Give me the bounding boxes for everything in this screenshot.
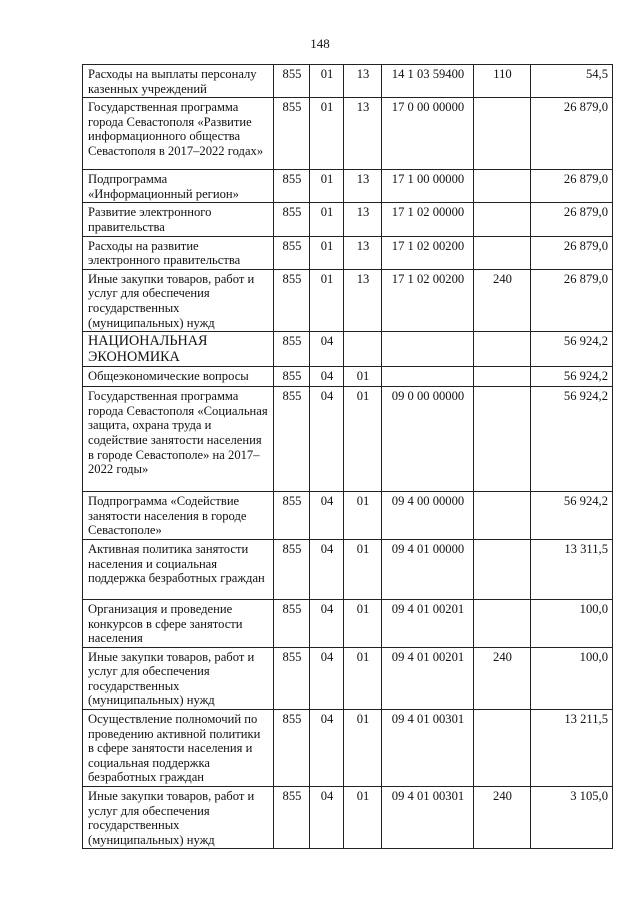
row-name: Осуществление полномочий по проведению активной политики в сфере занятости населения и социальная поддержка безработных граждан bbox=[83, 710, 274, 787]
section-code: 04 bbox=[310, 332, 344, 367]
expense-type-code bbox=[474, 170, 531, 203]
row-name: Расходы на выплаты персоналу казенных учреждений bbox=[83, 65, 274, 98]
subsection-code bbox=[344, 332, 382, 367]
section-code: 04 bbox=[310, 647, 344, 709]
expense-type-code bbox=[474, 236, 531, 269]
department-code: 855 bbox=[274, 332, 310, 367]
row-name: Организация и проведение конкурсов в сфере занятости населения bbox=[83, 599, 274, 647]
row-name: Иные закупки товаров, работ и услуг для обеспечения государственных (муниципальных) нужд bbox=[83, 787, 274, 849]
expense-type-code bbox=[474, 203, 531, 236]
target-article-code: 09 4 01 00301 bbox=[382, 710, 474, 787]
subsection-code: 01 bbox=[344, 599, 382, 647]
expense-type-code bbox=[474, 539, 531, 599]
target-article-code: 09 4 01 00201 bbox=[382, 647, 474, 709]
target-article-code: 17 0 00 00000 bbox=[382, 98, 474, 170]
expense-type-code bbox=[474, 599, 531, 647]
table-row bbox=[83, 170, 613, 203]
section-code: 01 bbox=[310, 236, 344, 269]
target-article-code: 09 4 01 00000 bbox=[382, 539, 474, 599]
expense-type-code: 240 bbox=[474, 647, 531, 709]
amount: 26 879,0 bbox=[531, 269, 613, 331]
row-name: Развитие электронного правительства bbox=[83, 203, 274, 236]
row-name: Расходы на развитие электронного правительства bbox=[83, 236, 274, 269]
department-code: 855 bbox=[274, 539, 310, 599]
department-code: 855 bbox=[274, 492, 310, 540]
table-row bbox=[83, 203, 613, 236]
department-code: 855 bbox=[274, 387, 310, 492]
section-code: 04 bbox=[310, 599, 344, 647]
amount: 26 879,0 bbox=[531, 98, 613, 170]
page-number: 148 bbox=[310, 36, 330, 51]
subsection-code: 01 bbox=[344, 387, 382, 492]
section-code: 01 bbox=[310, 170, 344, 203]
subsection-code: 13 bbox=[344, 203, 382, 236]
target-article-code: 09 4 00 00000 bbox=[382, 492, 474, 540]
amount: 13 311,5 bbox=[531, 539, 613, 599]
table-row bbox=[83, 65, 613, 98]
row-name: Подпрограмма «Информационный регион» bbox=[83, 170, 274, 203]
subsection-code: 13 bbox=[344, 65, 382, 98]
subsection-code: 01 bbox=[344, 492, 382, 540]
subsection-code: 01 bbox=[344, 787, 382, 849]
amount: 56 924,2 bbox=[531, 387, 613, 492]
target-article-code: 17 1 00 00000 bbox=[382, 170, 474, 203]
table-row bbox=[83, 787, 613, 849]
subsection-code: 01 bbox=[344, 367, 382, 387]
section-code: 01 bbox=[310, 65, 344, 98]
table-row bbox=[83, 269, 613, 331]
department-code: 855 bbox=[274, 170, 310, 203]
section-code: 04 bbox=[310, 787, 344, 849]
amount: 100,0 bbox=[531, 647, 613, 709]
row-name: Общеэкономические вопросы bbox=[83, 367, 274, 387]
subsection-code: 13 bbox=[344, 170, 382, 203]
section-code: 01 bbox=[310, 269, 344, 331]
row-name: Иные закупки товаров, работ и услуг для обеспечения государственных (муниципальных) нужд bbox=[83, 647, 274, 709]
department-code: 855 bbox=[274, 269, 310, 331]
row-name: Иные закупки товаров, работ и услуг для обеспечения государственных (муниципальных) нужд bbox=[83, 269, 274, 331]
department-code: 855 bbox=[274, 599, 310, 647]
department-code: 855 bbox=[274, 98, 310, 170]
row-name: Активная политика занятости населения и социальная поддержка безработных граждан bbox=[83, 539, 274, 599]
expense-type-code bbox=[474, 98, 531, 170]
table-row bbox=[83, 367, 613, 387]
amount: 54,5 bbox=[531, 65, 613, 98]
expense-type-code: 240 bbox=[474, 269, 531, 331]
table-row bbox=[83, 492, 613, 540]
table-row bbox=[83, 332, 613, 367]
department-code: 855 bbox=[274, 710, 310, 787]
subsection-code: 01 bbox=[344, 539, 382, 599]
table-row bbox=[83, 98, 613, 170]
department-code: 855 bbox=[274, 203, 310, 236]
table-row bbox=[83, 387, 613, 492]
section-code: 01 bbox=[310, 203, 344, 236]
amount: 26 879,0 bbox=[531, 236, 613, 269]
row-name: Государственная программа города Севастополя «Развитие информационного общества Севастополя в 2017–2022 годах» bbox=[83, 98, 274, 170]
expense-type-code bbox=[474, 387, 531, 492]
subsection-code: 13 bbox=[344, 236, 382, 269]
target-article-code bbox=[382, 332, 474, 367]
section-code: 04 bbox=[310, 387, 344, 492]
expense-type-code bbox=[474, 332, 531, 367]
row-name: Государственная программа города Севастополя «Социальная защита, охрана труда и содействие занятости населения в городе Севастополе» на 2017–2022 годы» bbox=[83, 387, 274, 492]
row-name: Подпрограмма «Содействие занятости населения в городе Севастополе» bbox=[83, 492, 274, 540]
amount: 56 924,2 bbox=[531, 332, 613, 367]
expense-type-code: 110 bbox=[474, 65, 531, 98]
table-row bbox=[83, 710, 613, 787]
target-article-code: 09 4 01 00301 bbox=[382, 787, 474, 849]
amount: 56 924,2 bbox=[531, 492, 613, 540]
section-code: 04 bbox=[310, 367, 344, 387]
amount: 26 879,0 bbox=[531, 203, 613, 236]
table-row bbox=[83, 599, 613, 647]
target-article-code: 09 0 00 00000 bbox=[382, 387, 474, 492]
amount: 26 879,0 bbox=[531, 170, 613, 203]
target-article-code: 17 1 02 00200 bbox=[382, 269, 474, 331]
department-code: 855 bbox=[274, 65, 310, 98]
budget-table bbox=[82, 64, 613, 849]
amount: 3 105,0 bbox=[531, 787, 613, 849]
department-code: 855 bbox=[274, 787, 310, 849]
expense-type-code bbox=[474, 710, 531, 787]
amount: 56 924,2 bbox=[531, 367, 613, 387]
subsection-code: 13 bbox=[344, 98, 382, 170]
table-row bbox=[83, 236, 613, 269]
section-code: 01 bbox=[310, 98, 344, 170]
expense-type-code bbox=[474, 492, 531, 540]
subsection-code: 13 bbox=[344, 269, 382, 331]
target-article-code: 09 4 01 00201 bbox=[382, 599, 474, 647]
section-code: 04 bbox=[310, 539, 344, 599]
section-code: 04 bbox=[310, 710, 344, 787]
expense-type-code bbox=[474, 367, 531, 387]
row-name: НАЦИОНАЛЬНАЯ ЭКОНОМИКА bbox=[83, 332, 274, 367]
amount: 100,0 bbox=[531, 599, 613, 647]
target-article-code bbox=[382, 367, 474, 387]
expense-type-code: 240 bbox=[474, 787, 531, 849]
amount: 13 211,5 bbox=[531, 710, 613, 787]
target-article-code: 17 1 02 00000 bbox=[382, 203, 474, 236]
department-code: 855 bbox=[274, 647, 310, 709]
department-code: 855 bbox=[274, 367, 310, 387]
subsection-code: 01 bbox=[344, 647, 382, 709]
target-article-code: 17 1 02 00200 bbox=[382, 236, 474, 269]
department-code: 855 bbox=[274, 236, 310, 269]
table-row bbox=[83, 539, 613, 599]
subsection-code: 01 bbox=[344, 710, 382, 787]
table-row bbox=[83, 647, 613, 709]
target-article-code: 14 1 03 59400 bbox=[382, 65, 474, 98]
section-code: 04 bbox=[310, 492, 344, 540]
